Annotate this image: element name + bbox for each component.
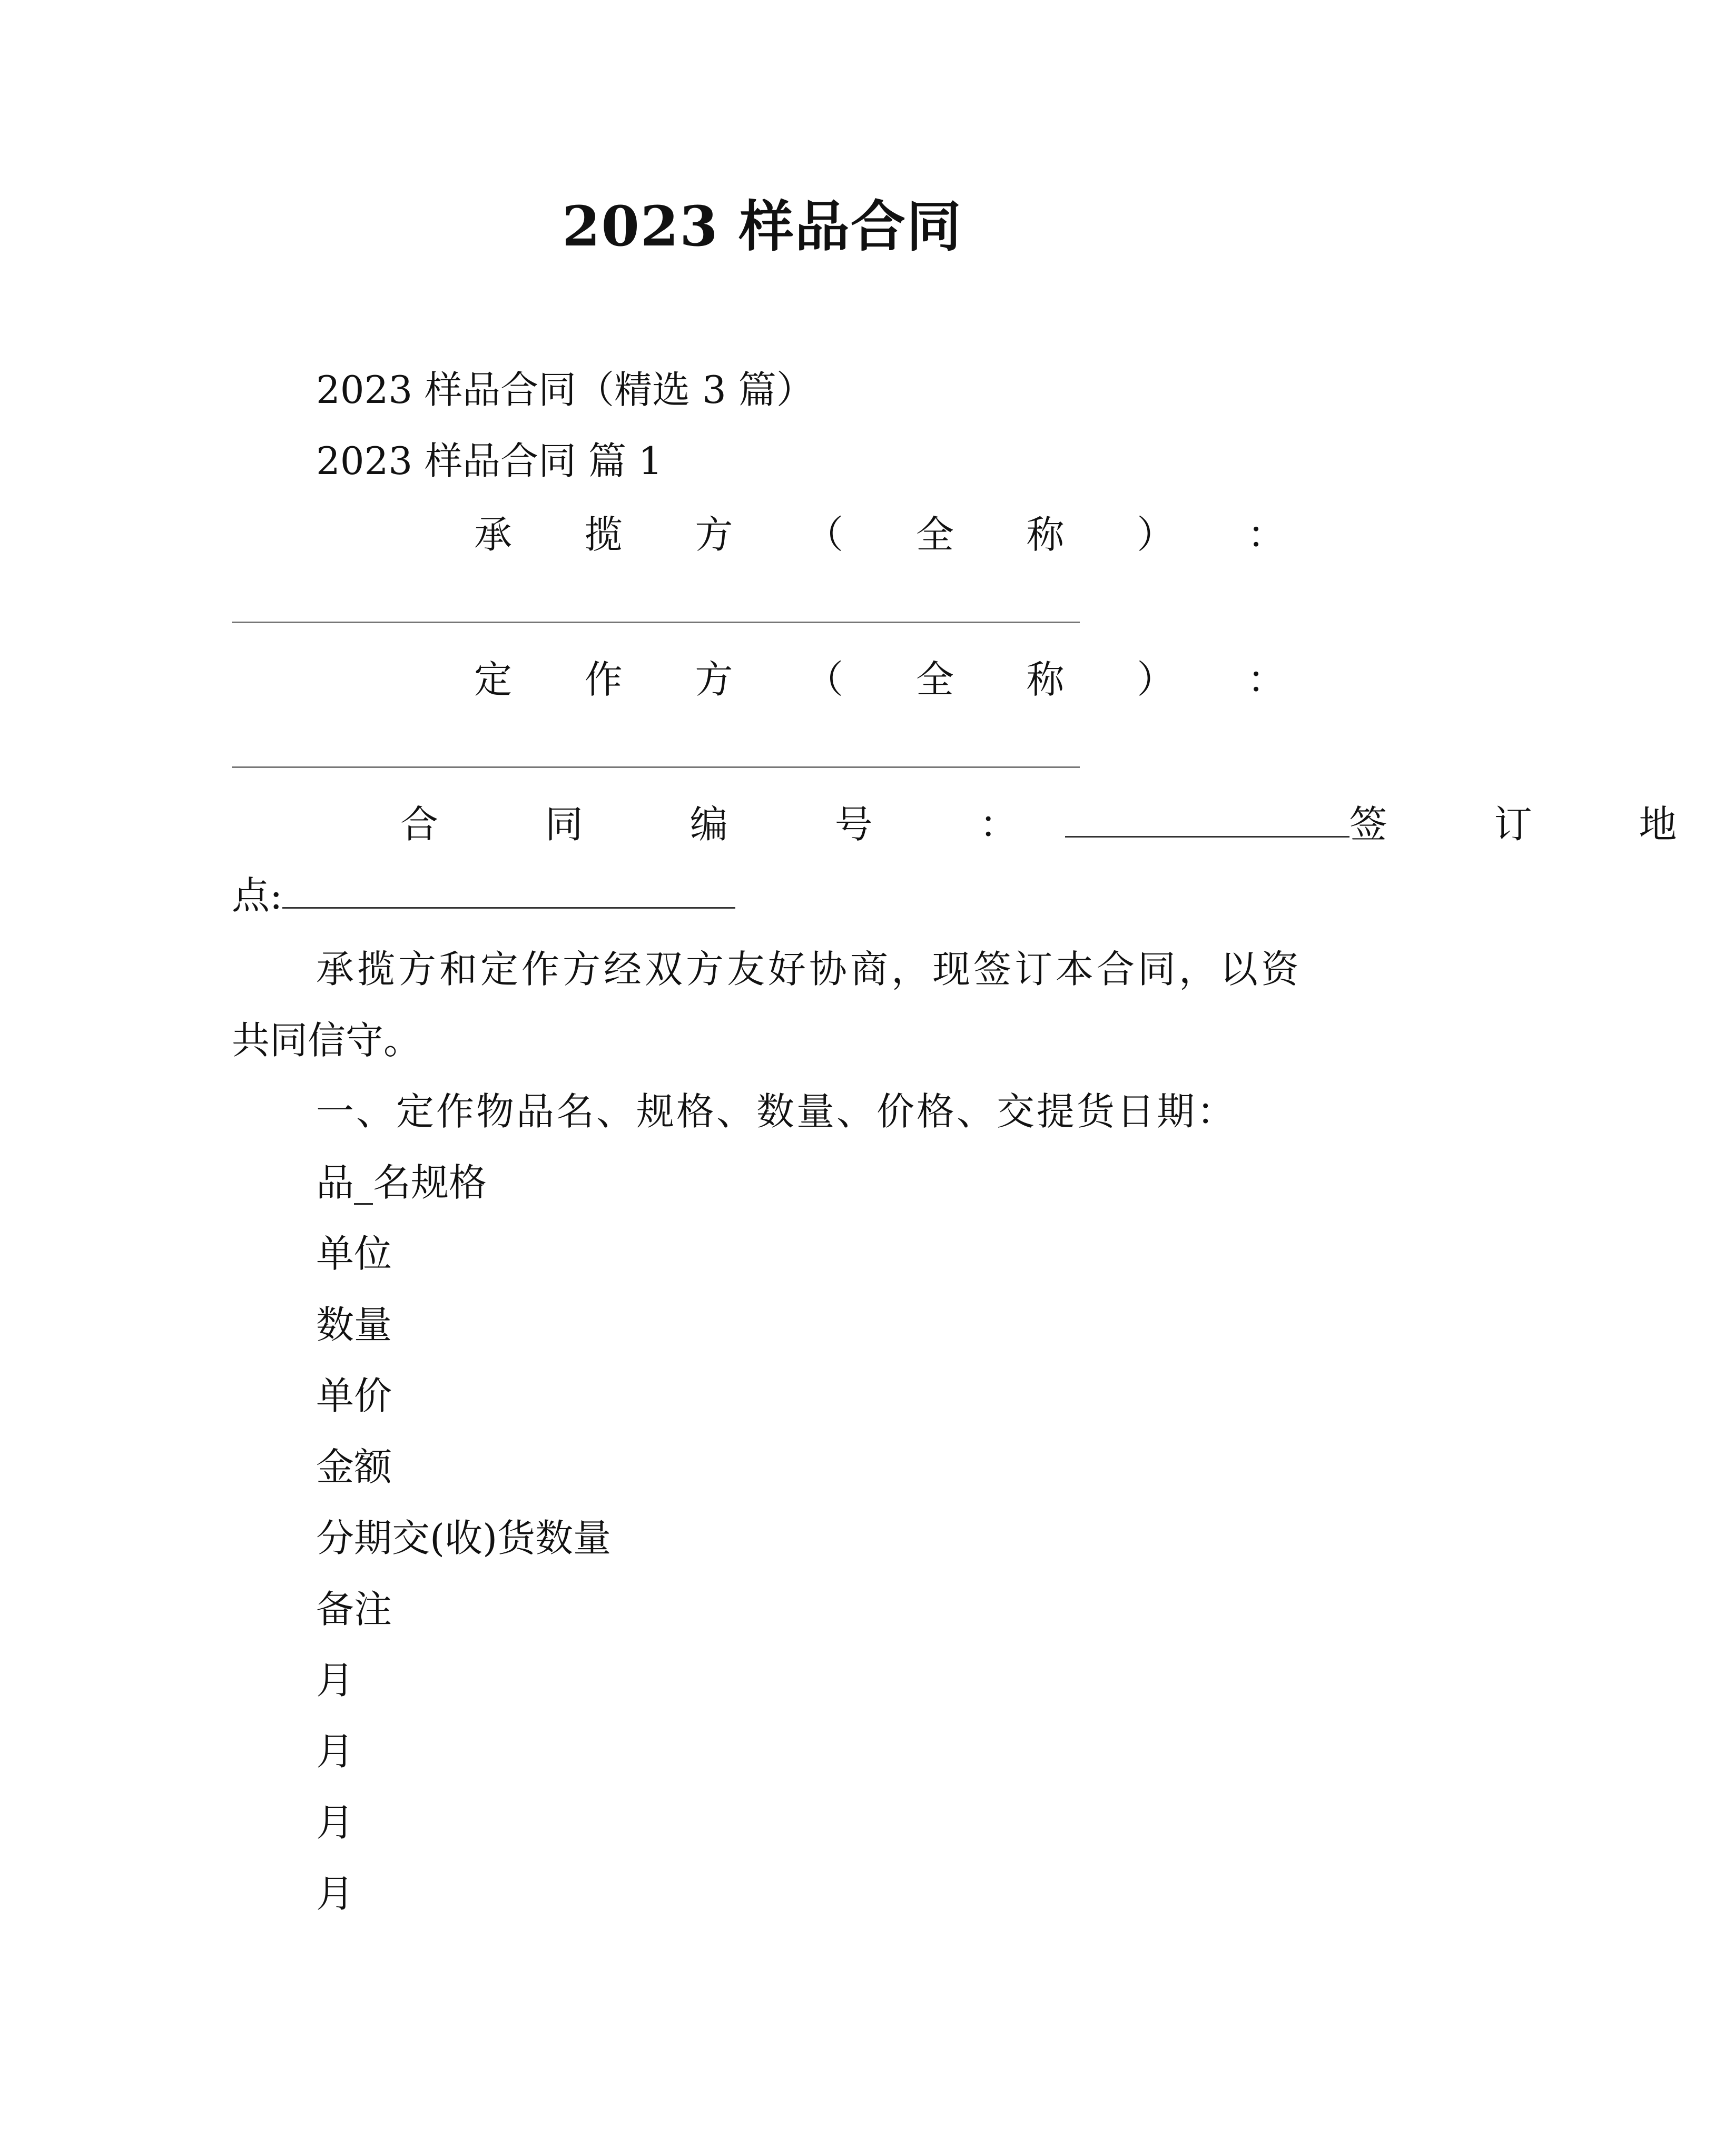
list-item: 金额 — [316, 1445, 392, 1489]
contract-number-row — [400, 798, 1724, 851]
contractor-char: 方 — [695, 513, 733, 557]
sign-place-row — [232, 869, 735, 922]
document-subtitle: 2023 样品合同（精选 3 篇） — [316, 368, 814, 412]
list-item: 月 — [316, 1658, 354, 1702]
contractor-char: 揽 — [584, 513, 623, 557]
list-item: 数量 — [316, 1303, 392, 1347]
orderer-char: ： — [1247, 657, 1285, 702]
contractor-fill-line — [232, 622, 1080, 623]
orderer-char: 方 — [695, 657, 733, 702]
contract-number-label: 合 同 编 号 ： — [400, 802, 1065, 846]
orderer-char: 全 — [915, 657, 954, 702]
orderer-char: 定 — [474, 657, 513, 702]
contractor-char: 称 — [1026, 513, 1065, 557]
list-item: 月 — [316, 1872, 354, 1916]
list-item: 品_名规格 — [316, 1160, 487, 1205]
section-1-heading: 一、定作物品名、规格、数量、价格、交提货日期： — [316, 1089, 1237, 1134]
sign-place-label: 签 订 地 — [1349, 802, 1724, 846]
contractor-char: ） — [1137, 513, 1175, 557]
orderer-fill-line — [232, 766, 1080, 768]
list-item: 月 — [316, 1800, 354, 1845]
orderer-char: ） — [1137, 657, 1175, 702]
sign-place-blank — [282, 870, 735, 909]
list-item: 备注 — [316, 1587, 392, 1631]
list-item: 月 — [316, 1729, 354, 1774]
part-heading: 2023 样品合同 篇 1 — [316, 439, 663, 483]
contractor-char: （ — [805, 513, 844, 557]
contractor-label-row — [474, 508, 1285, 561]
list-item: 单位 — [316, 1232, 392, 1276]
document-title: 2023 样品合同 — [562, 194, 962, 259]
orderer-label-row — [474, 653, 1285, 706]
contractor-char: 全 — [915, 513, 954, 557]
contractor-char: ： — [1247, 513, 1285, 557]
intro-line-2: 共同信守。 — [232, 1018, 422, 1062]
contractor-char: 承 — [474, 513, 513, 557]
orderer-char: （ — [805, 657, 844, 702]
orderer-char: 称 — [1026, 657, 1065, 702]
sign-place-label-cont: 点: — [232, 873, 283, 918]
orderer-char: 作 — [584, 657, 623, 702]
contract-number-blank — [1065, 799, 1349, 838]
list-item: 分期交(收)货数量 — [316, 1516, 612, 1560]
intro-line-1: 承揽方和定作方经双方友好协商，现签订本合同，以资 — [316, 947, 1303, 991]
list-item: 单价 — [316, 1374, 392, 1418]
contract-number-group — [400, 798, 1349, 851]
